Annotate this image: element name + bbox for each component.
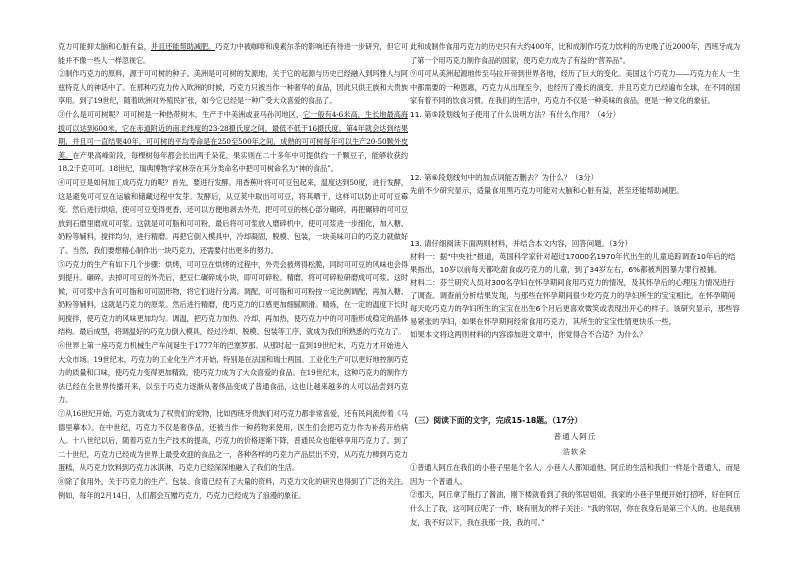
- para-text: ⑧除了食用外，关于巧克力的生产、包装、食谱已经有了大量的资料，巧克力文化的研究也得到了广泛的关注。例如，每年的2月14日，人们都会互赠巧克力，巧克力已经成为了浪漫的象征。: [58, 477, 408, 500]
- para-text: ②制作巧克力的原料，源于可可树的种子。美洲是可可树的发源地，关于它的起源与历史已经融入到玛雅人与阿兹特克人的神话中了。在那种巧克力传入欧洲的时候，巧克力只被当作一种奢华的食品，因此只供王族和大贵族享用。到了19世纪，随着欧洲对外殖民扩张，如今它已经是一种广受大众喜爱的食品了。: [58, 69, 408, 106]
- underlined-text: 并且还能帮助减肥。: [150, 42, 216, 51]
- question-11: 11. 第⑤段划线句子使用了什么说明方法？有什么作用？（4分）: [410, 109, 621, 119]
- story-title: 普通人阿丘: [553, 431, 597, 441]
- para-text: 在产果高峰阶段，每棵树每年都会长出两千朵花，果实则在二十多年中可提供约一千颗豆子，能够收获约18.2千克可可。18世纪，瑞典博物学家林奈在其分类命名中把可可树命名为“神的食品”。: [58, 150, 408, 174]
- left-para-2: [58, 108, 408, 176]
- underlined-text: 它一般有4-6米高，生长地最高海拔可以达到600米。它在赤道附近的南北纬度的23-28摄氏度之间，最低不低于16摄氏度。第4年就会达到结果期，并且可一直结果40年，可可树的平均寿命是在250至500年之间，成熟的可可树每年可以生产20-50颗外皮荚。: [58, 109, 408, 160]
- story-para-1: ①普通人阿丘在我们的小巷子里是个名人，小巷人人都知道他。阿丘的生活和我们一样是个普通人，而是因为一个普通人。: [410, 463, 740, 486]
- answer-space-13: [410, 341, 740, 415]
- right-column: [410, 40, 740, 529]
- section-3-heading: （三）阅读下面的文字，完成15-18题。（17分）: [410, 415, 583, 425]
- para-text: ④可可豆是如何加工成巧克力的呢？首先，要进行发酵。用香蕉叶将可可豆包起来，温度达到50度，进行发酵，这是避免可可豆在运输和储藏过程中发芽。发酵后，从豆荚中取出可可豆，将其晒干，这样可以防止可可豆霉变。然后进行烘焙，使可可豆变得更香，还可以方便地剥去外壳，把可可豆的核心部分碾碎，再把碾碎的可可豆放到石磨里磨成可可浆。这就是可可脂和可可粉，最后将可可浆放入磨碎机中，使可可浆进一步细化，加入糖、奶粉等辅料，搅拌均匀，进行精磨。再把它倒入模具中，冷却凝固，脱模、包装，一块美味可口的巧克力就做好了。当然，我们要想精心制作出一块巧克力，还需要付出更多的努力。: [58, 177, 408, 255]
- para-text: ③什么是可可树呢？可可树是一种热带树木，生产于中美洲或亚马孙河地区，: [58, 109, 304, 119]
- story-author: 浩软朵: [563, 447, 587, 456]
- answer-space-12: [410, 197, 740, 237]
- question-12-sentence: 先前不少研究显示，适量食用黑巧克力可能对大脑和心脏有益，甚至还能帮助减肥。: [410, 185, 684, 195]
- material-2: 材料二：芬兰研究人员对300名孕妇在怀孕期间食用巧克力的情况，及其怀孕后的心理压力情况进行了调查。调查前分析结果发现，与那些在怀孕期间很少吃巧克力的孕妇所生的宝宝相比，在怀孕期间每天吃巧克力的孕妇所生的宝宝在出生6个月后更喜欢微笑或表现出开心的样子。该研究显示，那些容易紧张的孕妇，如果在怀孕期间经常食用巧克力，其所生的宝宝性情更快乐一些。: [410, 277, 740, 326]
- material-1: 材料一：据“中央社”报道，英国科学家针对超过17000名1970年代出生的儿童追踪调查10年后的结果指出，10岁以前每天都吃甜食或巧克力的儿童，到了34岁左右，6%都被判因暴力罪行被捕。: [410, 251, 736, 274]
- left-para-7: [58, 475, 408, 502]
- left-para-6: [58, 407, 408, 475]
- question-12: 12. 第⑥段划线句中的加点词能否删去？为什么？（3分）: [410, 172, 599, 182]
- para-text: ⑤巧克力的生产有如下几个步骤：烘烤，可可豆在烘烤的过程中，外壳会被烤得松脆，同时可可豆的风味也会得到提升。碾碎，去掉可可豆的外壳后，把豆仁碾碎成小块，即可可碎粒。精磨，将可可碎粒研磨成可可浆。这时候，可可浆中含有可可脂和可可固形物，将它们进行分离。调配，可可脂和可可粉按一定比例调配，再加入糖、奶粉等辅料，这就是巧克力的原浆。然后进行精磨，使巧克力的口感更加细腻顺滑。精炼，在一定的温度下长时间搅拌，使巧克力的风味更加均匀。调温，把巧克力加热、冷却、再加热，使巧克力中的可可脂形成稳定的晶体结构。最后成型，将调温好的巧克力倒入模具，经过冷却、脱模、包装等工序，就成为我们所熟悉的巧克力了。: [58, 259, 408, 337]
- para-text: ⑦从16世纪开始，巧克力就成为了权贵们的宠物，比如西班牙贵族们对巧克力都非常喜爱，还有民间流传着《马德里摹本》。在中世纪，巧克力不仅是奢侈品，还被当作一种药物来使用，医生们会把巧克力作为补药开给病人。十八世纪以后，随着巧克力生产技术的提高，巧克力的价格逐渐下降，普通民众也能够享用巧克力了。到了二十世纪，巧克力已经成为世界上最受欢迎的食品之一，各种各样的巧克力产品层出不穷，从巧克力棒到巧克力蛋糕，从巧克力饮料到巧克力冰淇淋，巧克力已经深深地融入了我们的生活。: [58, 409, 408, 473]
- question-13: 13. 请仔细阅读下面两则材料，并结合本文内容，回答问题。（3分）: [410, 238, 633, 248]
- right-intro-1: ⑨可可从美洲起源地传至马拉开帝到世界各地，经历了巨大的变化。美国这个巧克力——巧克力在人一生中都需要的一种恩惠，巧克力从出现至今，也经历了漫长的演变，并且巧克力已经遍布全球，在不同的国家有着不同的饮食习惯。在我们的生活中，巧克力不仅是一种美味的食品，更是一种文化的象征。: [410, 69, 740, 106]
- left-para-4: [58, 258, 408, 340]
- para-text: 巧克力中被咖啡和溴素尔茶的影响还有待进一步研究，但它可能并不像一些人一样忽视它。: [58, 42, 408, 65]
- story-para-2: ②那天，阿丘拿了瓶打了酱油，刚下楼就看到了我的邻居姐姐，我家的小巷子里便开始打招呼，好在阿丘什么上了我，这可阿丘呢了一件，晓有朋友的样子关注：“我的邻居，你在我身后是第三个人的。也是我朋友，我不好以下，我在我那一段，我的可。”: [410, 490, 740, 527]
- answer-space-11: [410, 121, 740, 171]
- para-text: ⑥世界上第一座巧克力机械生产车间诞生于1777年的巴塞罗那。从那时起一直到19世纪末，巧克力才开始进入大众市场。19世纪末，巧克力的工业化生产才开始，特别是在法国和瑞士两国。工业化生产可以更好地控制巧克力的质量和口味，使巧克力变得更加精致，使巧克力成为了大众喜爱的食品。在19世纪末，这种巧克力的制作方法已经在全世界传播开来，以至于巧克力逐渐从奢侈品变成了普通食品，这也让越来越多的人可以品尝到巧克力。: [58, 341, 408, 405]
- left-para-1: [58, 67, 408, 108]
- left-column: [58, 40, 408, 502]
- para-text: 克力可能抑太脑和心脏有益，: [58, 42, 151, 51]
- question-13-prompt: 如果本文将这两则材料的内容添加进文章中，你觉得合不合适？为什么？: [410, 329, 647, 339]
- left-para-5: [58, 339, 408, 407]
- right-intro-0: 此和成制作食用巧克力的历史只有大约400年，比和成制作巧克力饮料的历史晚了近2000年，西班牙成为了第一个用巧克力制作食品的国家，使巧克力成为了有益的“营养品”。: [410, 42, 740, 65]
- left-para-3: [58, 176, 408, 258]
- left-para-0: [58, 40, 408, 67]
